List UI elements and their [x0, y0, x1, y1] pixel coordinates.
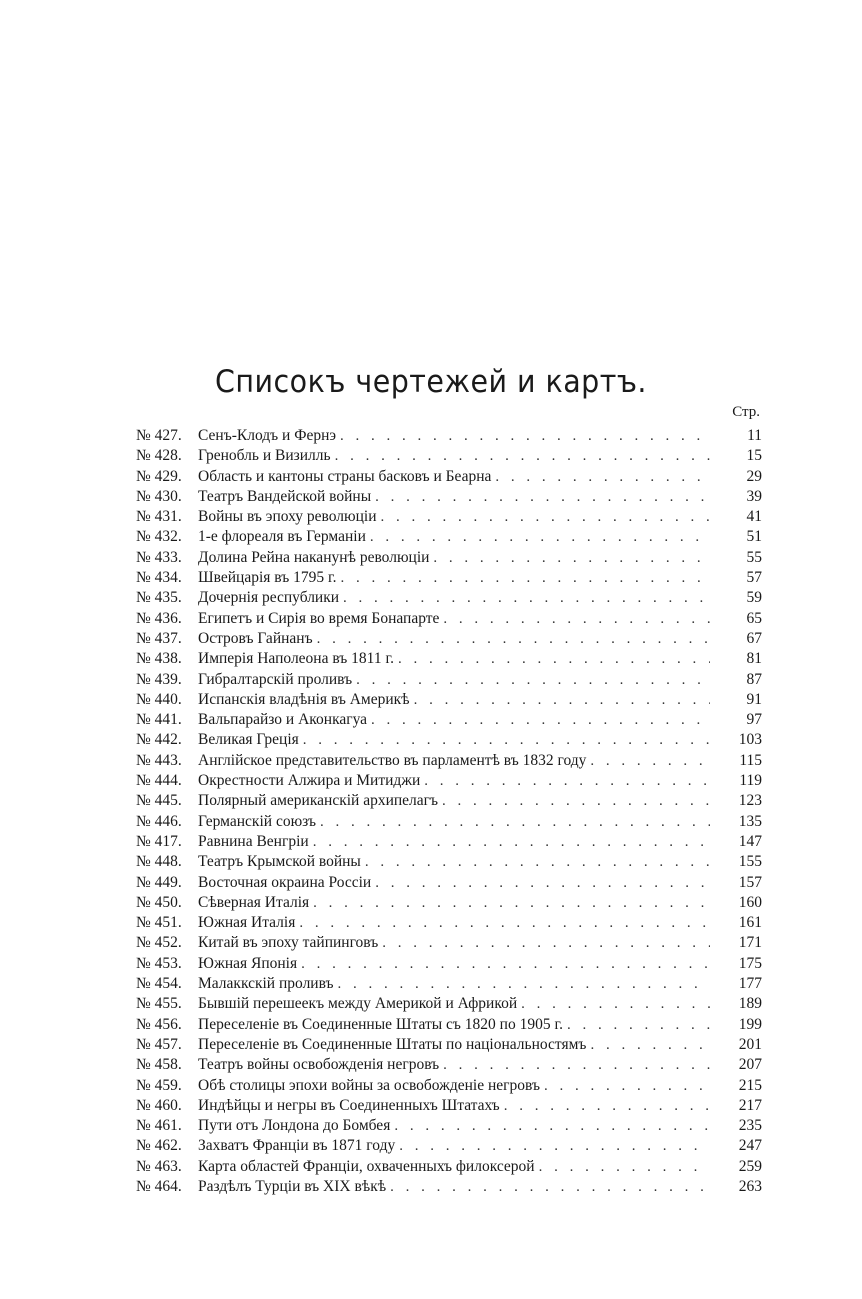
entry-number: № 448. — [136, 853, 182, 871]
entry-number: № 455. — [136, 995, 182, 1013]
table-of-contents — [136, 426, 762, 1197]
toc-entry — [136, 933, 762, 953]
entry-number: № 444. — [136, 772, 182, 790]
toc-entry — [136, 487, 762, 507]
entry-title: Полярный американскій архипелагъ — [198, 792, 439, 810]
entry-page: 160 — [738, 893, 762, 911]
toc-entry — [136, 588, 762, 608]
entry-page: 215 — [738, 1076, 762, 1094]
entry-title: Сенъ-Клодъ и Фернэ — [198, 427, 337, 444]
entry-title: Египетъ и Сирія во время Бонапарте — [198, 609, 440, 627]
entry-number: № 449. — [136, 873, 182, 891]
entry-page: 171 — [738, 934, 762, 952]
entry-number: № 459. — [136, 1076, 182, 1094]
entry-title: Гренобль и Визилль — [198, 447, 331, 465]
toc-entry — [136, 710, 762, 730]
entry-number: № 417. — [136, 832, 182, 850]
dot-leader — [313, 893, 710, 913]
entry-title: Бывшій перешеекъ между Америкой и Африкой — [198, 995, 518, 1013]
toc-entry — [136, 1096, 762, 1116]
entry-title: Индѣйцы и негры въ Соединенныхъ Штатахъ — [198, 1096, 500, 1114]
entry-page: 39 — [746, 487, 762, 505]
dot-leader — [390, 1177, 710, 1197]
toc-entry — [136, 893, 762, 913]
entry-title: Раздѣлъ Турціи въ XIX вѣкѣ — [198, 1177, 387, 1195]
entry-title: Область и кантоны страны басковъ и Беарна — [198, 467, 492, 485]
toc-entry — [136, 873, 762, 893]
entry-title: Дочернія республики — [198, 589, 340, 607]
entry-title: Великая Греція — [198, 731, 299, 749]
dot-leader — [433, 548, 710, 568]
toc-entry — [136, 994, 762, 1014]
entry-number: № 458. — [136, 1056, 182, 1074]
dot-leader — [299, 913, 710, 933]
entry-title: Швейцарія въ 1795 г. — [198, 569, 337, 587]
dot-leader — [370, 527, 710, 547]
dot-leader — [371, 710, 710, 730]
entry-number: № 454. — [136, 975, 182, 993]
entry-page: 147 — [738, 832, 762, 850]
toc-entry — [136, 1116, 762, 1136]
entry-page: 217 — [738, 1096, 762, 1114]
entry-page: 91 — [746, 690, 762, 708]
toc-entry — [136, 507, 762, 527]
entry-page: 263 — [738, 1177, 762, 1195]
entry-number: № 461. — [136, 1117, 182, 1135]
dot-leader — [544, 1076, 710, 1096]
entry-number: № 464. — [136, 1177, 182, 1195]
toc-entry — [136, 446, 762, 466]
dot-leader — [399, 1136, 710, 1156]
dot-leader — [320, 812, 710, 832]
entry-page: 119 — [739, 772, 762, 790]
entry-page: 235 — [738, 1117, 762, 1135]
entry-title: Карта областей Франціи, охваченныхъ филоксерой — [198, 1157, 535, 1175]
toc-entry — [136, 548, 762, 568]
toc-entry — [136, 751, 762, 771]
entry-title: 1-е флореаля въ Германіи — [198, 528, 366, 546]
entry-number: № 456. — [136, 1015, 182, 1033]
entry-title: Южная Италія — [198, 914, 296, 932]
entry-title: Германскій союзъ — [198, 812, 317, 830]
dot-leader — [567, 1015, 710, 1035]
entry-page: 81 — [746, 650, 762, 668]
entry-title: Восточная окраина Россіи — [198, 873, 372, 891]
entry-number: № 441. — [136, 711, 182, 729]
dot-leader — [495, 467, 710, 487]
entry-number: № 462. — [136, 1137, 182, 1155]
dot-leader — [424, 771, 710, 791]
entry-number: № 446. — [136, 812, 182, 830]
entry-page: 161 — [738, 914, 762, 932]
entry-number: № 439. — [136, 670, 182, 688]
dot-leader — [338, 974, 710, 994]
dot-leader — [539, 1157, 710, 1177]
dot-leader — [340, 568, 710, 588]
entry-number: № 453. — [136, 954, 182, 972]
entry-page: 199 — [738, 1015, 762, 1033]
toc-entry — [136, 649, 762, 669]
entry-title: Равнина Венгріи — [198, 832, 309, 850]
entry-title: Островъ Гайнанъ — [198, 629, 313, 647]
dot-leader — [375, 873, 710, 893]
dot-leader — [590, 1035, 710, 1055]
dot-leader — [313, 832, 710, 852]
toc-entry — [136, 1157, 762, 1177]
toc-entry — [136, 812, 762, 832]
entry-title: Переселеніе въ Соединенные Штаты съ 1820 по 1905 г. — [198, 1015, 563, 1033]
toc-entry — [136, 954, 762, 974]
toc-entry — [136, 568, 762, 588]
entry-number: № 430. — [136, 487, 182, 505]
entry-page: 135 — [738, 812, 762, 830]
entry-number: № 427. — [136, 427, 182, 444]
dot-leader — [317, 629, 710, 649]
entry-page: 247 — [738, 1137, 762, 1155]
entry-number: № 436. — [136, 609, 182, 627]
entry-page: 157 — [738, 873, 762, 891]
entry-title: Южная Японія — [198, 954, 298, 972]
entry-title: Переселеніе въ Соединенные Штаты по національностямъ — [198, 1035, 587, 1053]
entry-title: Обѣ столицы эпохи войны за освобожденіе негровъ — [198, 1076, 540, 1094]
entry-number: № 438. — [136, 650, 182, 668]
toc-entry — [136, 771, 762, 791]
page-column-header: Стр. — [732, 404, 760, 420]
entry-title: Театръ Крымской войны — [198, 853, 361, 871]
entry-title: Долина Рейна наканунѣ революціи — [198, 548, 430, 566]
entry-title: Театръ Вандейской войны — [198, 487, 372, 505]
toc-entry — [136, 791, 762, 811]
entry-title: Захватъ Франціи въ 1871 году — [198, 1137, 396, 1155]
dot-leader — [301, 954, 710, 974]
entry-number: № 463. — [136, 1157, 182, 1175]
entry-page: 259 — [738, 1157, 762, 1175]
toc-entry — [136, 690, 762, 710]
dot-leader — [504, 1096, 710, 1116]
entry-number: № 435. — [136, 589, 182, 607]
toc-entry — [136, 832, 762, 852]
dot-leader — [343, 588, 710, 608]
entry-title: Сѣверная Италія — [198, 893, 310, 911]
dot-leader — [340, 426, 710, 446]
toc-entry — [136, 426, 762, 446]
dot-leader — [398, 649, 710, 669]
dot-leader — [443, 609, 710, 629]
entry-number: № 429. — [136, 467, 182, 485]
toc-entry — [136, 670, 762, 690]
entry-page: 175 — [738, 954, 762, 972]
entry-page: 51 — [746, 528, 762, 546]
dot-leader — [303, 730, 710, 750]
entry-title: Вальпарайзо и Аконкагуа — [198, 711, 368, 729]
toc-entry — [136, 1035, 762, 1055]
entry-title: Театръ войны освобожденія негровъ — [198, 1056, 440, 1074]
entry-title: Имперія Наполеона въ 1811 г. — [198, 650, 394, 668]
toc-entry — [136, 974, 762, 994]
toc-entry — [136, 1076, 762, 1096]
dot-leader — [375, 487, 710, 507]
entry-number: № 431. — [136, 508, 182, 526]
toc-entry — [136, 730, 762, 750]
entry-number: № 450. — [136, 893, 182, 911]
toc-entry — [136, 1015, 762, 1035]
entry-page: 29 — [746, 467, 762, 485]
entry-page: 115 — [739, 751, 762, 769]
entry-number: № 434. — [136, 569, 182, 587]
entry-number: № 428. — [136, 447, 182, 465]
entry-number: № 457. — [136, 1035, 182, 1053]
dot-leader — [590, 751, 710, 771]
entry-page: 57 — [746, 569, 762, 587]
dot-leader — [443, 1055, 710, 1075]
page-title: Списокъ чертежей и картъ. — [215, 364, 647, 400]
toc-entry — [136, 609, 762, 629]
entry-page: 97 — [746, 711, 762, 729]
entry-number: № 452. — [136, 934, 182, 952]
dot-leader — [521, 994, 710, 1014]
toc-entry — [136, 1055, 762, 1075]
entry-number: № 442. — [136, 731, 182, 749]
dot-leader — [414, 690, 710, 710]
toc-entry — [136, 1136, 762, 1156]
entry-title: Гибралтарскій проливъ — [198, 670, 353, 688]
entry-page: 41 — [746, 508, 762, 526]
entry-page: 201 — [738, 1035, 762, 1053]
entry-title: Испанскія владѣнія въ Америкѣ — [198, 690, 410, 708]
entry-page: 65 — [746, 609, 762, 627]
toc-entry — [136, 852, 762, 872]
entry-number: № 443. — [136, 751, 182, 769]
entry-page: 123 — [738, 792, 762, 810]
toc-entry — [136, 467, 762, 487]
entry-page: 67 — [746, 629, 762, 647]
entry-page: 207 — [738, 1056, 762, 1074]
dot-leader — [356, 670, 710, 690]
entry-title: Англійское представительство въ парламентѣ въ 1832 году — [198, 751, 587, 769]
dot-leader — [335, 446, 710, 466]
dot-leader — [394, 1116, 710, 1136]
dot-leader — [381, 507, 711, 527]
dot-leader — [442, 791, 710, 811]
entry-title: Войны въ эпоху революціи — [198, 508, 377, 526]
entry-title: Малаккскій проливъ — [198, 975, 334, 993]
entry-number: № 445. — [136, 792, 182, 810]
entry-number: № 432. — [136, 528, 182, 546]
entry-page: 87 — [746, 670, 762, 688]
dot-leader — [365, 852, 710, 872]
entry-number: № 440. — [136, 690, 182, 708]
toc-entry — [136, 527, 762, 547]
entry-page: 155 — [738, 853, 762, 871]
toc-entry — [136, 913, 762, 933]
entry-page: 55 — [746, 548, 762, 566]
entry-number: № 451. — [136, 914, 182, 932]
entry-title: Окрестности Алжира и Митиджи — [198, 772, 421, 790]
dot-leader — [382, 933, 710, 953]
entry-page: 103 — [738, 731, 762, 749]
entry-number: № 460. — [136, 1096, 182, 1114]
entry-page: 11 — [747, 427, 762, 444]
entry-page: 15 — [746, 447, 762, 465]
entry-page: 59 — [746, 589, 762, 607]
entry-page: 177 — [738, 975, 762, 993]
entry-page: 189 — [738, 995, 762, 1013]
entry-title: Пути отъ Лондона до Бомбея — [198, 1117, 391, 1135]
entry-number: № 437. — [136, 629, 182, 647]
toc-entry — [136, 629, 762, 649]
entry-title: Китай въ эпоху тайпинговъ — [198, 934, 379, 952]
entry-number: № 433. — [136, 548, 182, 566]
toc-entry — [136, 1177, 762, 1197]
